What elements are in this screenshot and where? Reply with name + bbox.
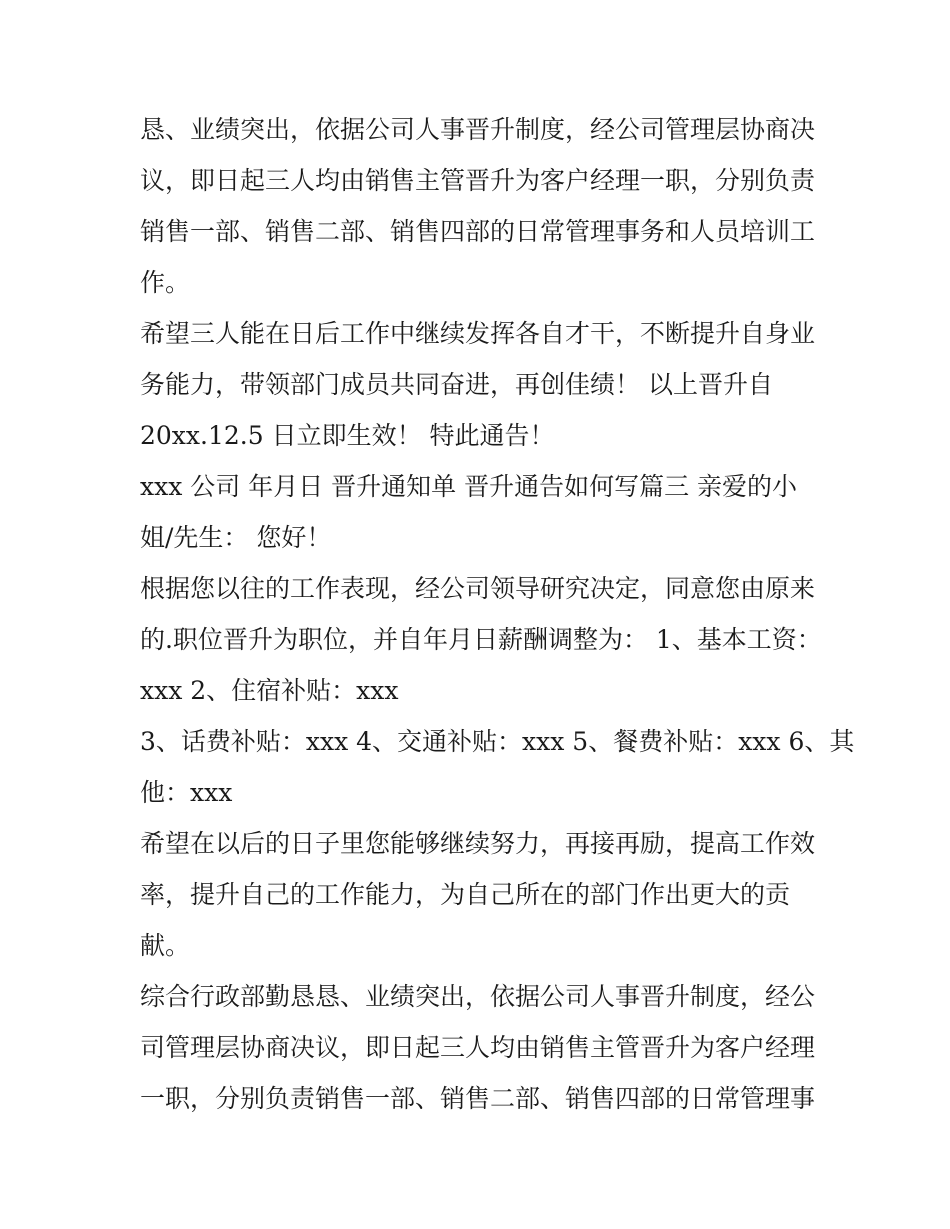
text-line: 综合行政部勤恳恳、业绩突出，依据公司人事晋升制度，经公 <box>140 982 816 1011</box>
text-line: 姐/先生： 您好！ <box>140 523 332 552</box>
text-line: 务能力，带领部门成员共同奋进，再创佳绩！ 以上晋升自 <box>140 370 773 399</box>
text-line: 的.职位晋升为职位，并自年月日薪酬调整为： 1、基本工资： <box>140 625 822 654</box>
text-line: 他：xxx <box>140 778 233 807</box>
text-line: 3、话费补贴：xxx 4、交通补贴：xxx 5、餐费补贴：xxx 6、其 <box>140 727 855 756</box>
text-line: xxx 2、住宿补贴：xxx <box>140 676 399 705</box>
text-line: 根据您以往的工作表现，经公司领导研究决定，同意您由原来 <box>140 574 816 603</box>
text-line: 议，即日起三人均由销售主管晋升为客户经理一职，分别负责 <box>140 166 816 195</box>
document-body <box>140 104 855 1124</box>
text-line: 率，提升自己的工作能力，为自己所在的部门作出更大的贡 <box>140 880 791 909</box>
text-line: 一职，分别负责销售一部、销售二部、销售四部的日常管理事 <box>140 1084 816 1113</box>
text-line: 恳、业绩突出，依据公司人事晋升制度，经公司管理层协商决 <box>140 115 816 144</box>
text-line: 希望在以后的日子里您能够继续努力，再接再励，提高工作效 <box>140 829 816 858</box>
text-line: 作。 <box>140 268 191 297</box>
text-line: 司管理层协商决议，即日起三人均由销售主管晋升为客户经理 <box>140 1033 816 1062</box>
text-line: 20xx.12.5 日立即生效！ 特此通告！ <box>140 421 555 450</box>
text-line: xxx 公司 年月日 晋升通知单 晋升通告如何写篇三 亲爱的小 <box>140 472 798 501</box>
text-line: 销售一部、销售二部、销售四部的日常管理事务和人员培训工 <box>140 217 816 246</box>
text-line: 希望三人能在日后工作中继续发挥各自才干，不断提升自身业 <box>140 319 816 348</box>
text-line: 献。 <box>140 931 191 960</box>
